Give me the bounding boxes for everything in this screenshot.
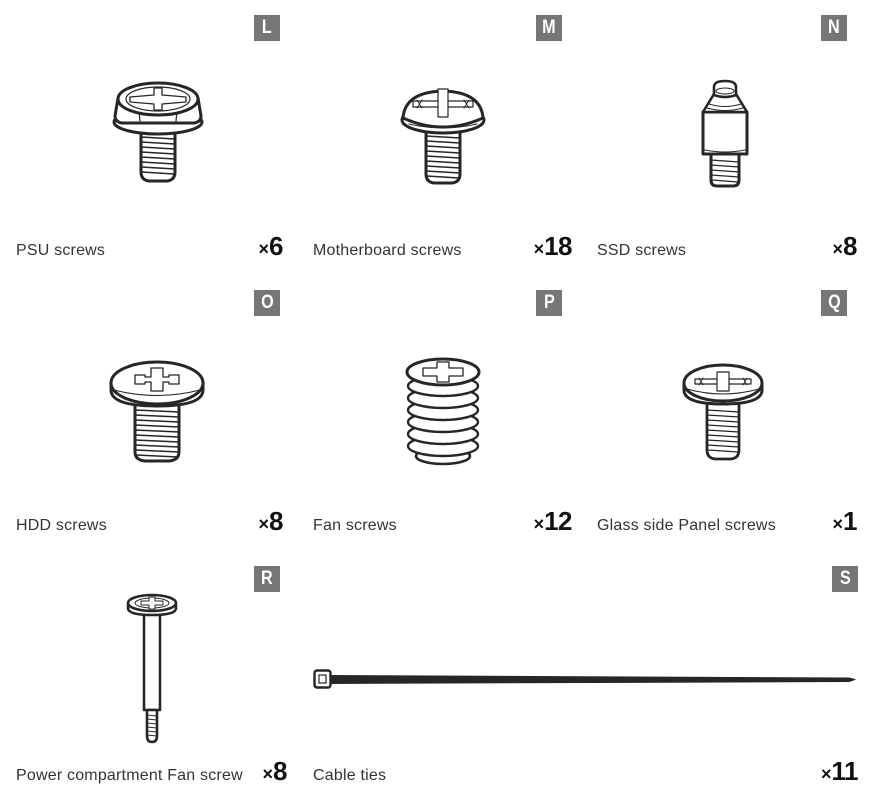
times-sign: ×	[262, 764, 274, 784]
badge-letter: M	[542, 17, 556, 38]
badge-letter: R	[261, 568, 273, 589]
part-quantity	[259, 506, 283, 537]
part-label: SSD screws	[597, 242, 687, 259]
quantity-number: 1	[843, 506, 857, 536]
part-item-fan-screws	[313, 285, 572, 537]
long-shoulder-screw-illustration	[121, 592, 183, 748]
part-quantity	[833, 506, 857, 537]
quantity-number: 18	[544, 231, 572, 261]
part-item-motherboard-screws	[313, 10, 572, 262]
part-quantity	[534, 506, 572, 537]
quantity-number: 11	[831, 756, 858, 786]
quantity-number: 8	[843, 231, 857, 261]
badge-letter: O	[260, 292, 274, 313]
ssd-screw-illustration	[697, 78, 753, 190]
part-caption	[313, 506, 572, 537]
part-caption	[16, 756, 287, 787]
badge-letter: N	[828, 17, 840, 38]
part-item-cable-ties	[313, 561, 858, 787]
quantity-number: 6	[269, 231, 283, 261]
part-badge-Q	[821, 290, 847, 316]
part-badge-N	[821, 15, 847, 41]
badge-letter: L	[262, 17, 272, 38]
part-caption	[597, 231, 857, 262]
part-caption	[313, 756, 858, 787]
part-label: Cable ties	[313, 767, 387, 784]
part-quantity	[821, 756, 858, 787]
badge-letter: Q	[827, 292, 841, 313]
part-label: PSU screws	[16, 242, 106, 259]
part-item-ssd-screws	[597, 10, 857, 262]
times-sign: ×	[832, 239, 844, 259]
quantity-number: 8	[273, 756, 287, 786]
times-sign: ×	[533, 514, 545, 534]
part-label: Glass side Panel screws	[597, 517, 776, 534]
part-item-glass-side-panel-screws	[597, 285, 857, 537]
part-label: Power compartment Fan screw	[16, 767, 243, 784]
times-sign: ×	[258, 514, 270, 534]
badge-letter: P	[543, 292, 555, 313]
badge-letter: S	[839, 568, 851, 589]
fan-screw-illustration	[405, 356, 481, 470]
hdd-screw-illustration	[109, 358, 205, 464]
part-badge-L	[254, 15, 280, 41]
times-sign: ×	[533, 239, 545, 259]
quantity-number: 12	[544, 506, 572, 536]
part-caption	[16, 506, 283, 537]
part-badge-P	[536, 290, 562, 316]
part-quantity	[263, 756, 287, 787]
part-item-power-compartment-fan-screw	[16, 561, 287, 787]
cable-tie-illustration	[313, 666, 858, 692]
glass-panel-screw-illustration	[681, 362, 765, 462]
motherboard-screw-illustration	[399, 82, 487, 188]
part-item-psu-screws	[16, 10, 283, 262]
times-sign: ×	[832, 514, 844, 534]
part-caption	[16, 231, 283, 262]
part-caption	[597, 506, 857, 537]
part-quantity	[259, 231, 283, 262]
part-quantity	[833, 231, 857, 262]
part-label: Fan screws	[313, 517, 397, 534]
quantity-number: 8	[269, 506, 283, 536]
psu-screw-illustration	[108, 80, 208, 185]
part-badge-M	[536, 15, 562, 41]
part-badge-S	[832, 566, 858, 592]
part-label: HDD screws	[16, 517, 107, 534]
times-sign: ×	[820, 764, 832, 784]
part-badge-R	[254, 566, 280, 592]
part-quantity	[534, 231, 572, 262]
part-item-hdd-screws	[16, 285, 283, 537]
part-badge-O	[254, 290, 280, 316]
part-label: Motherboard screws	[313, 242, 462, 259]
times-sign: ×	[258, 239, 270, 259]
part-caption	[313, 231, 572, 262]
